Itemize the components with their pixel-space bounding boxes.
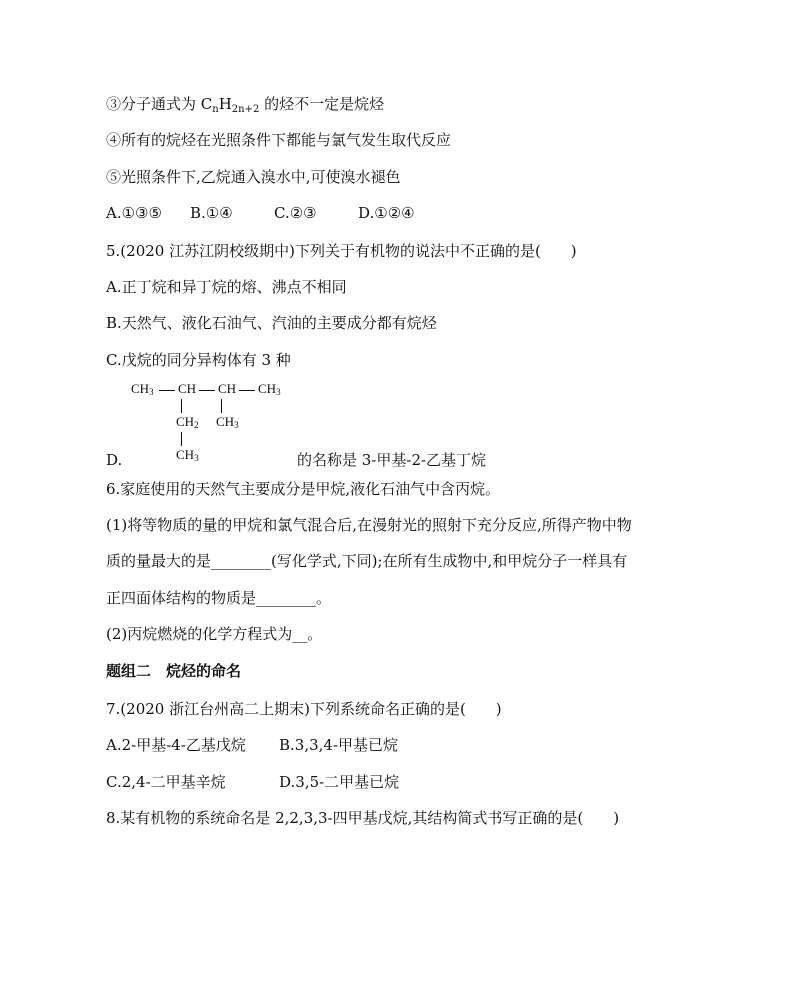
section-heading: 题组二 烷烃的命名	[106, 662, 242, 680]
statement-5: ⑤光照条件下,乙烷通入溴水中,可使溴水褪色	[106, 168, 401, 186]
bond	[181, 432, 182, 446]
question-7-option-a: A.2-甲基-4-乙基戊烷	[106, 736, 246, 754]
question-6-part-1-line-3: 正四面体结构的物质是________。	[106, 589, 332, 607]
question-7-stem: 7.(2020 浙江台州高二上期末)下列系统命名正确的是( )	[106, 700, 502, 718]
question-7-option-c: C.2,4-二甲基辛烷	[106, 773, 226, 791]
statement-4: ④所有的烷烃在光照条件下都能与氯气发生取代反应	[106, 131, 452, 149]
bond	[239, 390, 255, 391]
option-c: C.②③	[274, 204, 317, 222]
question-5-option-b: B.天然气、液化石油气、汽油的主要成分都有烷烃	[106, 314, 437, 332]
question-6-part-1-line-1: (1)将等物质的量的甲烷和氯气混合后,在漫射光的照射下充分反应,所得产物中物	[106, 516, 632, 534]
question-8-stem: 8.某有机物的系统命名是 2,2,3,3-四甲基戊烷,其结构简式书写正确的是( )	[106, 809, 620, 827]
option-b: B.①④	[190, 204, 233, 222]
bond	[159, 390, 175, 391]
formula-ch3-bottom: CH3	[176, 447, 199, 463]
formula-ch3-right: CH3	[258, 381, 281, 397]
statement-3: ③分子通式为 $C_nH_{2n+2}$ 的烃不一定是烷烃	[106, 95, 385, 115]
formula-ch3-branch: CH3	[216, 414, 239, 430]
formula-ch3-left: CH3	[131, 381, 154, 397]
bond	[181, 399, 182, 413]
question-5-option-c: C.戊烷的同分异构体有 3 种	[106, 351, 291, 369]
question-5-option-a: A.正丁烷和异丁烷的熔、沸点不相同	[106, 278, 347, 296]
question-7-option-b: B.3,3,4-甲基已烷	[279, 736, 399, 754]
question-6-part-1-line-2: 质的量最大的是________(写化学式,下同);在所有生成物中,和甲烷分子一样具有	[106, 552, 628, 570]
bond	[221, 399, 222, 413]
question-5-option-d-text: 的名称是 3-甲基-2-乙基丁烷	[297, 451, 487, 469]
option-a: A.①③⑤	[106, 204, 162, 222]
formula-ch2: CH2	[176, 414, 199, 430]
question-5-stem: 5.(2020 江苏江阴校级期中)下列关于有机物的说法中不正确的是( )	[106, 242, 577, 260]
bond	[199, 390, 215, 391]
question-5-option-d-label: D.	[106, 451, 123, 469]
formula-ch-1: CH	[178, 381, 197, 396]
question-6-part-2: (2)丙烷燃烧的化学方程式为__。	[106, 625, 323, 643]
option-d: D.①②④	[358, 204, 415, 222]
formula-ch-2: CH	[218, 381, 237, 396]
question-7-options-row-1	[106, 735, 398, 755]
question-7-option-d: D.3,5-二甲基已烷	[279, 773, 400, 791]
question-7-options-row-2	[106, 772, 399, 792]
question-6-stem: 6.家庭使用的天然气主要成分是甲烷,液化石油气中含丙烷。	[106, 480, 501, 498]
question-4-options	[106, 203, 415, 223]
